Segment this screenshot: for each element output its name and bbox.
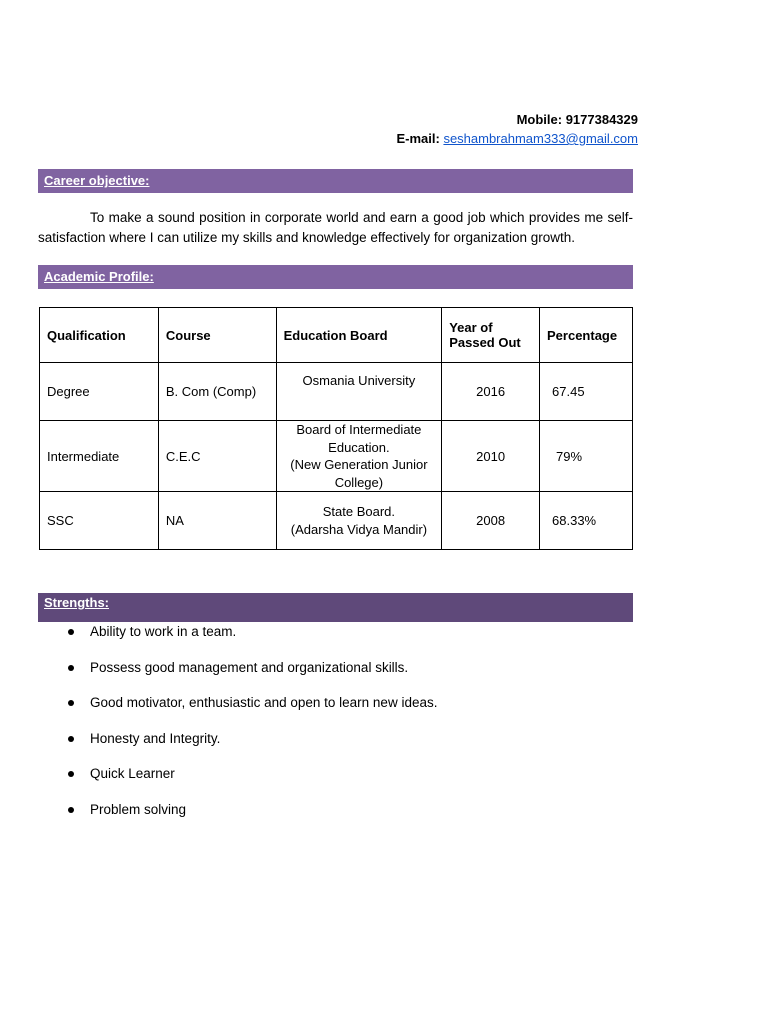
cell-board: Board of Intermediate Education. (New Generation Junior College): [276, 421, 442, 492]
header-course: Course: [158, 308, 276, 363]
table-row: [40, 363, 633, 421]
career-objective-text: To make a sound position in corporate world and earn a good job which provides me self-satisfaction where I can utilize my skills and knowledge effectively for organization growth.: [38, 210, 633, 245]
email-label: E-mail:: [396, 131, 440, 146]
strengths-list: [60, 622, 437, 836]
list-item: Possess good management and organizational skills.: [60, 658, 437, 694]
header-percentage: Percentage: [540, 308, 633, 363]
cell-qualification: SSC: [40, 492, 159, 550]
contact-block: [396, 110, 638, 148]
header-qualification: Qualification: [40, 308, 159, 363]
bullet-icon: [68, 629, 74, 635]
strengths-heading: Strengths:: [38, 593, 633, 622]
email-line: [396, 129, 638, 148]
list-item: Honesty and Integrity.: [60, 729, 437, 765]
cell-year: 2016: [442, 363, 540, 421]
cell-percentage: 68.33%: [540, 492, 633, 550]
mobile-value: 9177384329: [565, 112, 638, 127]
cell-qualification: Degree: [40, 363, 159, 421]
cell-course: B. Com (Comp): [158, 363, 276, 421]
bullet-icon: [68, 665, 74, 671]
header-education-board: Education Board: [276, 308, 442, 363]
table-row: [40, 421, 633, 492]
mobile-line: [396, 110, 638, 129]
cell-course: C.E.C: [158, 421, 276, 492]
cell-percentage: 79%: [540, 421, 633, 492]
academic-profile-heading: Academic Profile:: [38, 265, 633, 289]
list-item: Quick Learner: [60, 764, 437, 800]
career-objective-heading: Career objective:: [38, 169, 633, 193]
list-item: Good motivator, enthusiastic and open to learn new ideas.: [60, 693, 437, 729]
cell-qualification: Intermediate: [40, 421, 159, 492]
header-year: Year of Passed Out: [442, 308, 540, 363]
table-row: [40, 492, 633, 550]
cell-percentage: 67.45: [540, 363, 633, 421]
mobile-label: Mobile:: [516, 112, 563, 127]
cell-board: State Board. (Adarsha Vidya Mandir): [276, 492, 442, 550]
table-header-row: [40, 308, 633, 363]
list-item: Problem solving: [60, 800, 437, 836]
cell-board: Osmania University: [276, 363, 442, 421]
email-link[interactable]: seshambrahmam333@gmail.com: [443, 131, 638, 146]
bullet-icon: [68, 771, 74, 777]
cell-year: 2008: [442, 492, 540, 550]
list-item: Ability to work in a team.: [60, 622, 437, 658]
bullet-icon: [68, 700, 74, 706]
cell-course: NA: [158, 492, 276, 550]
bullet-icon: [68, 807, 74, 813]
academic-table: [39, 307, 633, 550]
bullet-icon: [68, 736, 74, 742]
cell-year: 2010: [442, 421, 540, 492]
